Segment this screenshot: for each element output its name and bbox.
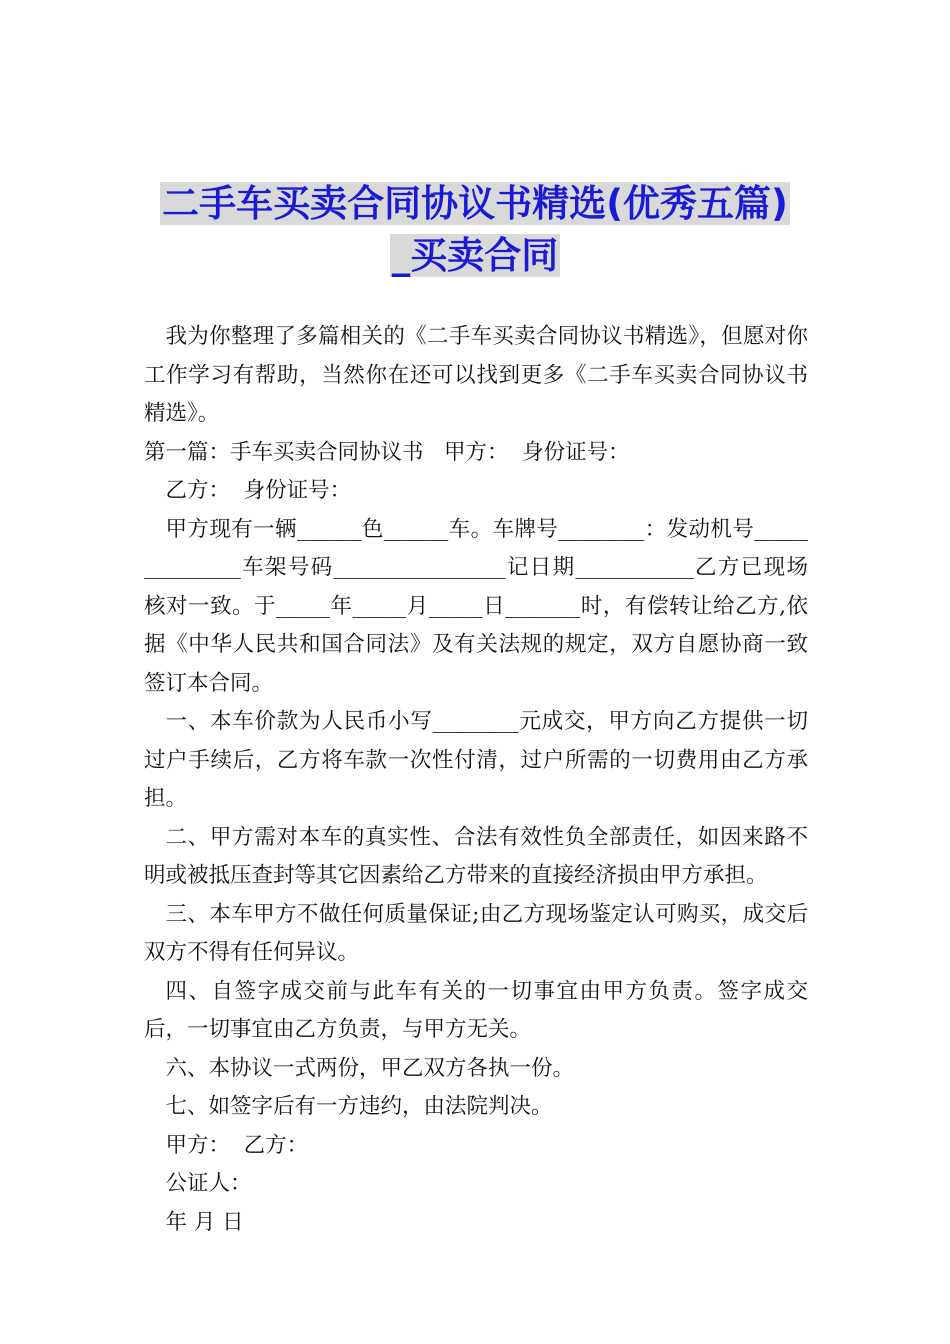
- clause-4: 四、自签字成交前与此车有关的一切事宜由甲方负责。签字成交后，一切事宜由乙方负责，与甲方无关。: [144, 978, 808, 1042]
- party-b-line: 乙方： 身份证号：: [165, 478, 352, 503]
- clause-6: 六、本协议一式两份，甲乙双方各执一份。: [165, 1055, 575, 1081]
- vehicle-paragraph: 甲方现有一辆______色______车。车牌号________：发动机号______________车架号码________________记日期___________乙方已现场核对一致。于_____年_____月_____日_______时，有偿转让给乙方,依据《中华人民共和国合同法》及有关法规的规定，双方自愿协商一致签订本合同。: [144, 516, 808, 696]
- clause-2: 二、甲方需对本车的真实性、合法有效性负全部责任，如因来路不明或被抵压查封等其它因素给乙方带来的直接经济损由甲方承担。: [144, 824, 808, 888]
- notary-line: 公证人：: [165, 1171, 252, 1196]
- clause-1: 一、本车价款为人民币小写________元成交，甲方向乙方提供一切过户手续后，乙方将车款一次性付清，过户所需的一切费用由乙方承担。: [144, 709, 808, 811]
- section-heading: 第一篇：手车买卖合同协议书 甲方： 身份证号：: [144, 439, 630, 465]
- signature-parties: 甲方： 乙方：: [165, 1132, 309, 1158]
- date-line: 年 月 日: [165, 1209, 244, 1235]
- document-body: [144, 318, 808, 1242]
- title-line-2: _买卖合同: [391, 234, 559, 277]
- intro-paragraph: 我为你整理了多篇相关的《二手车买卖合同协议书精选》，但愿对你工作学习有帮助，当然你在还可以找到更多《二手车买卖合同协议书精选》。: [144, 324, 808, 426]
- document-title: [100, 178, 850, 282]
- clause-7: 七、如签字后有一方违约，由法院判决。: [165, 1094, 553, 1119]
- clause-3: 三、本车甲方不做任何质量保证;由乙方现场鉴定认可购买，成交后双方不得有任何异议。: [144, 901, 808, 965]
- title-line-1: 二手车买卖合同协议书精选(优秀五篇): [162, 182, 788, 225]
